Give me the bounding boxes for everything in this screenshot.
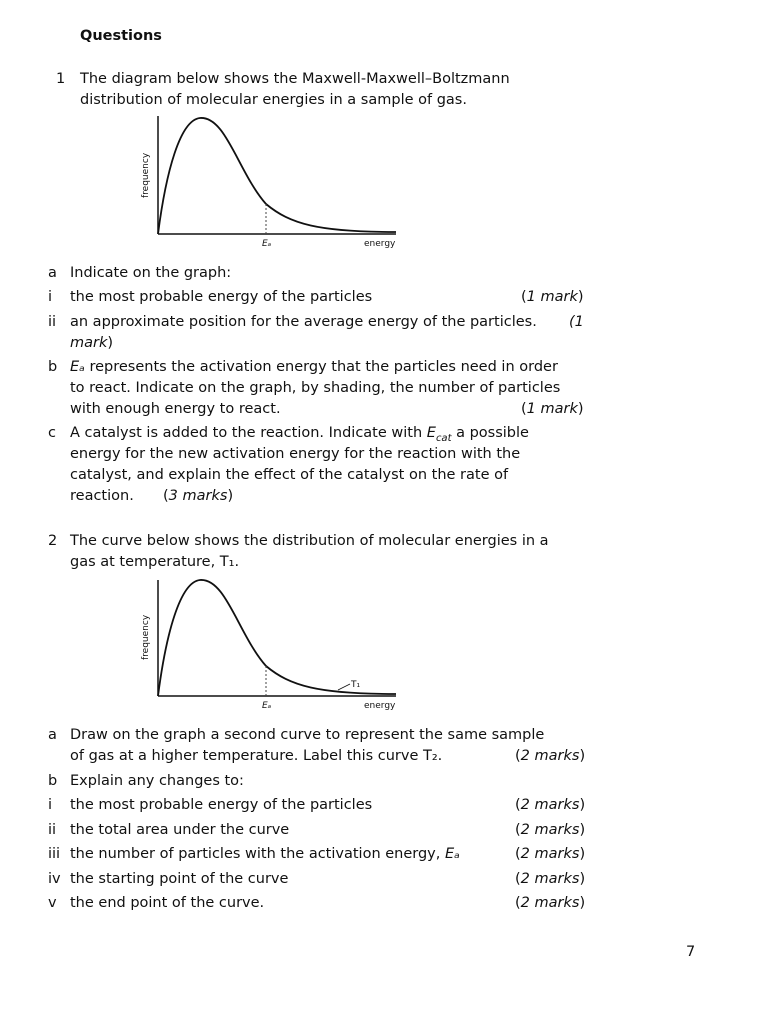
q1ai-label: i bbox=[48, 289, 53, 305]
q1ai-text: the most probable energy of the particles bbox=[70, 289, 373, 305]
q2biv-label: iv bbox=[48, 871, 61, 887]
q1c-marks: (3 marks) bbox=[163, 488, 234, 504]
q2bii-marks-value: 2 marks bbox=[520, 822, 580, 838]
q2biii-marks-value: 2 marks bbox=[520, 846, 580, 862]
q1b-line1 bbox=[70, 357, 558, 377]
q1aii-text: an approximate position for the average energy of the particles. bbox=[70, 314, 537, 330]
q1c-line1-end: a possible bbox=[456, 425, 529, 441]
q2bii-text: the total area under the curve bbox=[70, 822, 290, 838]
q1-intro-line1: The diagram below shows the Maxwell-Maxwell–Boltzmann bbox=[80, 71, 510, 87]
q1-number: 1 bbox=[56, 71, 66, 87]
q1aii-marks-open: (1 bbox=[569, 314, 584, 330]
q1-intro-line2: distribution of molecular energies in a sample of gas. bbox=[80, 92, 467, 108]
q1a-text: Indicate on the graph: bbox=[70, 265, 232, 281]
q2biii-marks: (2 marks) bbox=[515, 846, 586, 862]
q1-ylabel: frequency bbox=[141, 152, 151, 198]
q1b-line2: to react. Indicate on the graph, by shading, the number of particles bbox=[70, 380, 561, 396]
q2bi-text: the most probable energy of the particles bbox=[70, 797, 373, 813]
q1ai-marks: (1 mark) bbox=[521, 289, 584, 305]
q2-t1-label: T₁ bbox=[351, 680, 361, 690]
q1aii-marks-close: mark) bbox=[70, 335, 114, 351]
q1b-marks: (1 mark) bbox=[521, 401, 584, 417]
q2-t1-pointer bbox=[338, 684, 350, 690]
q1-curve bbox=[158, 118, 396, 234]
q2biv-text: the starting point of the curve bbox=[70, 871, 289, 887]
q2-ylabel: frequency bbox=[141, 614, 151, 660]
q2-curve bbox=[158, 580, 396, 696]
q2bi-marks-value: 2 marks bbox=[520, 797, 580, 813]
q2biii-label: iii bbox=[48, 846, 61, 862]
q1b-line1-text: represents the activation energy that the particles need in order bbox=[89, 359, 558, 375]
q2a-line2: of gas at a higher temperature. Label this curve T₂. bbox=[70, 748, 443, 764]
q1aii-marks-close-text: mark bbox=[70, 335, 108, 351]
q1c-sub: cat bbox=[435, 432, 452, 444]
q1b-marks-value: 1 mark bbox=[526, 401, 578, 417]
q2biv-marks: (2 marks) bbox=[515, 871, 586, 887]
q1c-marks-value: 3 marks bbox=[168, 488, 228, 504]
q2bii-label: ii bbox=[48, 822, 57, 838]
q2-number: 2 bbox=[48, 533, 58, 549]
page-heading: Questions bbox=[80, 28, 162, 44]
q2bv-marks: (2 marks) bbox=[515, 895, 586, 911]
q1c-line1-text: A catalyst is added to the reaction. Indicate with bbox=[70, 425, 423, 441]
q1-ea-label: Eₐ bbox=[262, 239, 272, 249]
q2-distribution-graph bbox=[138, 576, 400, 716]
q2bv-label: v bbox=[48, 895, 57, 911]
q2a-line1: Draw on the graph a second curve to represent the same sample bbox=[70, 727, 545, 743]
q1c-line2: energy for the new activation energy for the reaction with the bbox=[70, 446, 521, 462]
q1c-line4: reaction. bbox=[70, 488, 134, 504]
q2biv-marks-value: 2 marks bbox=[520, 871, 580, 887]
q2bi-marks: (2 marks) bbox=[515, 797, 586, 813]
q1aii-label: ii bbox=[48, 314, 57, 330]
q1ai-marks-value: 1 mark bbox=[526, 289, 578, 305]
q2-intro-line2: gas at temperature, T₁. bbox=[70, 554, 240, 570]
q2b-label: b bbox=[48, 773, 58, 789]
q2bv-marks-value: 2 marks bbox=[520, 895, 580, 911]
q2bii-marks: (2 marks) bbox=[515, 822, 586, 838]
q1c-line3: catalyst, and explain the effect of the catalyst on the rate of bbox=[70, 467, 509, 483]
q1b-line3: with enough energy to react. bbox=[70, 401, 281, 417]
q1c-label: c bbox=[48, 425, 56, 441]
q1a-label: a bbox=[48, 265, 57, 281]
q1b-ea: Eₐ bbox=[70, 359, 85, 375]
q1-xlabel: energy bbox=[364, 239, 396, 249]
q2-intro-line1: The curve below shows the distribution of molecular energies in a bbox=[70, 533, 549, 549]
q2biii-text bbox=[70, 844, 460, 864]
q1-distribution-graph bbox=[138, 112, 400, 252]
q2a-marks: (2 marks) bbox=[515, 748, 586, 764]
q2a-marks-value: 2 marks bbox=[520, 748, 580, 764]
q2-ea-label: Eₐ bbox=[262, 701, 272, 711]
q2b-text: Explain any changes to: bbox=[70, 773, 244, 789]
q1b-label: b bbox=[48, 359, 58, 375]
q2biii-text-main: the number of particles with the activation energy, bbox=[70, 846, 441, 862]
q2biii-ea: Eₐ bbox=[444, 846, 460, 862]
q2bi-label: i bbox=[48, 797, 53, 813]
q2-xlabel: energy bbox=[364, 701, 396, 711]
page-number: 7 bbox=[686, 944, 696, 960]
q2bv-text: the end point of the curve. bbox=[70, 895, 265, 911]
q2a-label: a bbox=[48, 727, 57, 743]
q1c-e: E bbox=[426, 425, 436, 441]
